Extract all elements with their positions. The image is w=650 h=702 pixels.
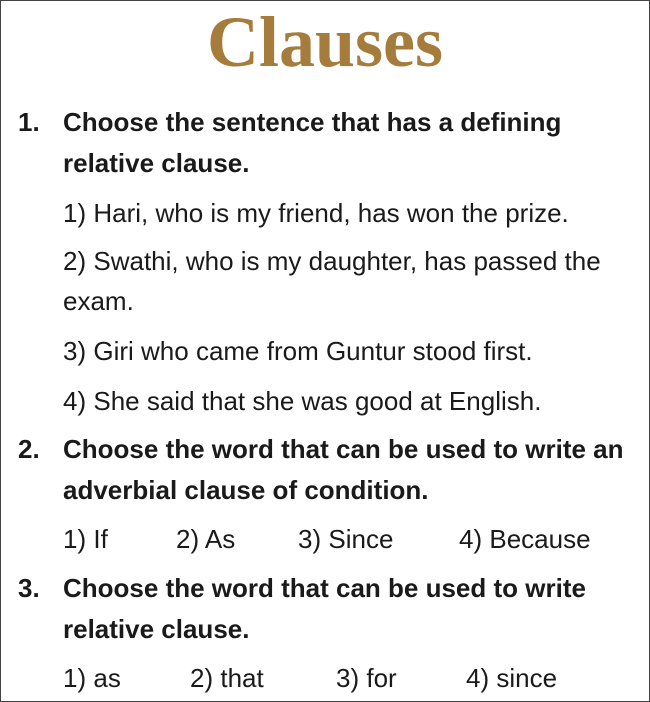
option-3-2 [190,658,264,698]
option-text: as [93,663,121,693]
option-3-1 [63,658,121,698]
question-text: Choose the word that can be used to write an adverbial clause of condition. [63,434,624,505]
question-number: 3. [18,573,40,603]
question-number: 1. [18,107,40,137]
option-2-4 [459,519,591,559]
option-3-4 [466,658,557,698]
option-text: Giri who came from Guntur stood first. [93,336,533,366]
option-text: As [204,524,236,554]
option-number: 1) [63,524,87,554]
option-2-2 [176,519,235,559]
option-number: 2) [176,524,200,554]
question-1 [18,102,638,184]
option-1-1 [63,193,643,233]
option-2-3 [298,519,393,559]
question-text: Choose the word that can be used to write relative clause. [63,573,586,644]
option-text: Hari, who is my friend, has won the prize. [93,198,569,228]
question-number: 2. [18,434,40,464]
question-3 [18,568,638,650]
page-title: Clauses [206,2,444,82]
option-1-2 [63,241,633,321]
option-3-3 [336,658,397,698]
option-number: 1) [63,198,87,228]
option-number: 4) [459,524,483,554]
option-number: 2) [63,246,87,276]
question-2 [18,429,638,511]
option-text: for [366,663,397,693]
option-number: 4) [63,386,87,416]
option-text: Swathi, who is my daughter, has passed the exam. [63,246,601,316]
option-text: Because [489,524,591,554]
option-number: 3) [298,524,322,554]
option-text: since [496,663,558,693]
option-number: 3) [336,663,360,693]
question-text: Choose the sentence that has a defining relative clause. [63,107,562,178]
option-text: Since [328,524,394,554]
option-text: If [93,524,108,554]
option-number: 1) [63,663,87,693]
option-number: 4) [466,663,490,693]
option-text: that [220,663,264,693]
option-number: 3) [63,336,87,366]
option-text: She said that she was good at English. [93,386,542,416]
option-1-4 [63,381,643,421]
option-1-3 [63,331,643,371]
option-number: 2) [190,663,214,693]
option-2-1 [63,519,108,559]
